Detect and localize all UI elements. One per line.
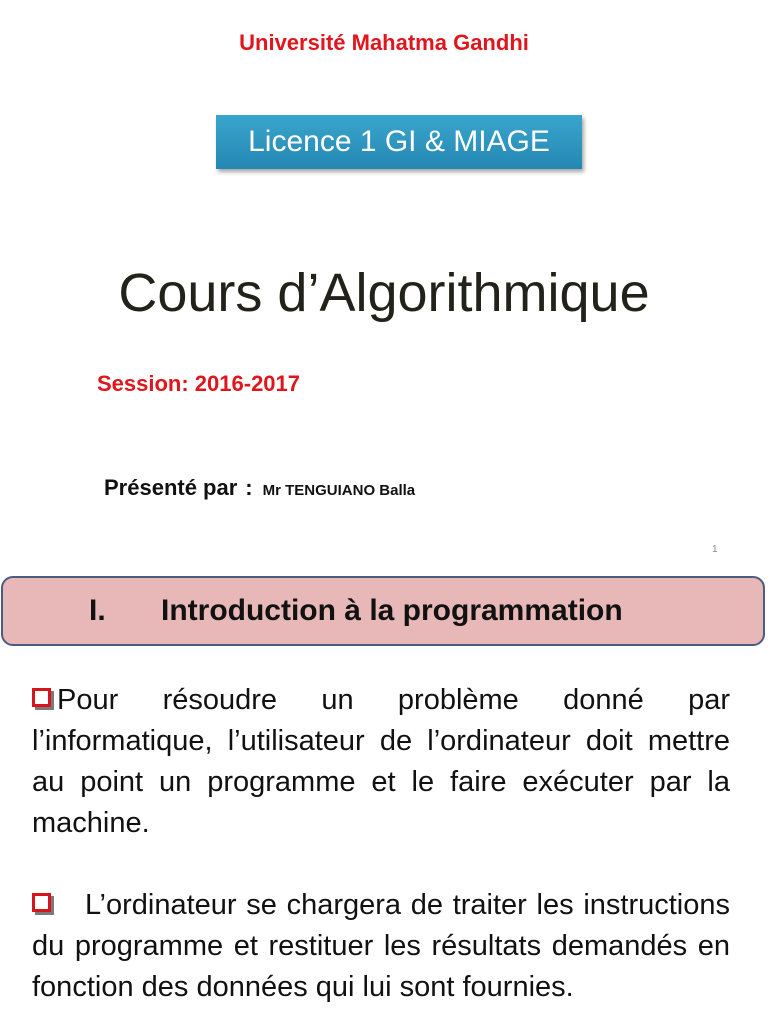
presenter-line	[104, 475, 415, 501]
paragraph-1-text: Pour résoudre un problème donné par l’informatique, l’utilisateur de l’ordinateur doit mettre au point un programme et le faire exécuter par la machine.	[32, 684, 730, 839]
course-title: Cours d’Algorithmique	[118, 263, 650, 323]
presenter-name: Mr TENGUIANO Balla	[262, 482, 416, 499]
presenter-label: Présenté par	[104, 475, 238, 500]
paragraph-1	[32, 680, 730, 844]
slide-number: 1	[712, 544, 718, 555]
licence-banner: Licence 1 GI & MIAGE	[216, 115, 582, 169]
red-checkbox-bullet-icon	[32, 893, 51, 912]
section-header	[1, 576, 765, 646]
section-title: Introduction à la programmation	[161, 594, 623, 627]
university-name: Université Mahatma Gandhi	[239, 30, 529, 55]
session-label: Session: 2016-2017	[97, 371, 301, 396]
paragraph-2	[32, 885, 730, 1008]
paragraph-2-text: L’ordinateur se chargera de traiter les instructions du programme et restituer les résultats demandés en fonction des données qui lui sont fournies.	[32, 889, 730, 1003]
section-number: I.	[89, 594, 106, 627]
red-checkbox-bullet-icon	[32, 688, 51, 707]
presenter-colon: :	[245, 475, 253, 500]
